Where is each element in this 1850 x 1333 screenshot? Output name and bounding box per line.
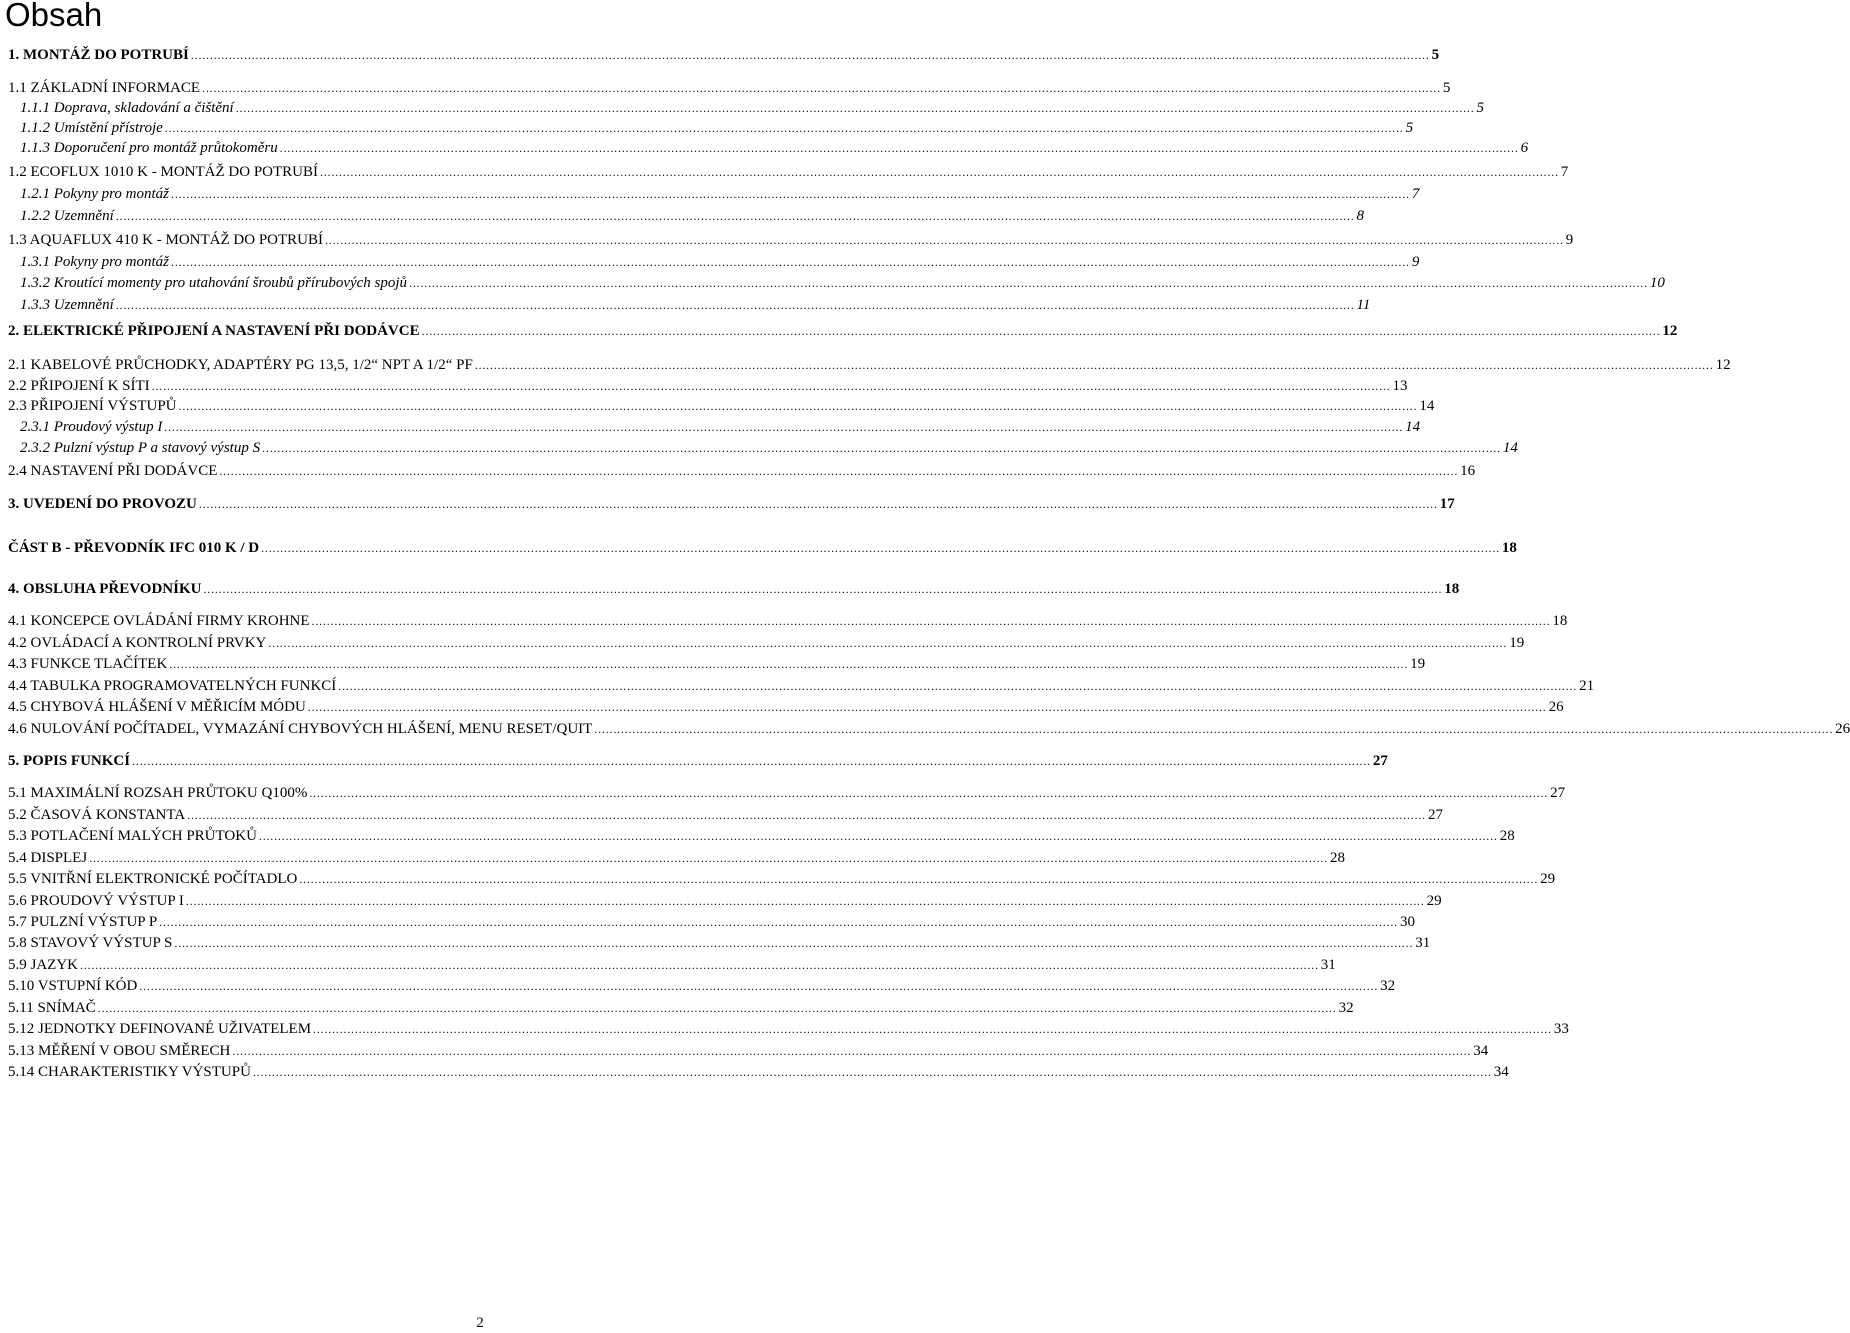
toc-entry-title: 1.2.1 Pokyny pro montáž bbox=[20, 186, 170, 202]
toc-entry-title: 5.12 JEDNOTKY DEFINOVANÉ UŽIVATELEM bbox=[8, 1021, 312, 1037]
toc-entry[interactable] bbox=[20, 98, 1485, 118]
toc-dot-leader bbox=[232, 1041, 1471, 1061]
toc-dot-leader bbox=[169, 654, 1408, 674]
toc-entry-title: 5.9 JAZYK bbox=[8, 957, 78, 973]
toc-dot-leader bbox=[313, 1019, 1552, 1039]
toc-dot-leader bbox=[262, 438, 1501, 458]
toc-entry-page: 14 bbox=[1419, 398, 1435, 414]
toc-dot-leader bbox=[475, 355, 1714, 375]
toc-entry-title: 4.5 CHYBOVÁ HLÁŠENÍ V MĚŘICÍM MÓDU bbox=[8, 699, 306, 715]
toc-entry-title: 1.2.2 Uzemnění bbox=[20, 208, 114, 224]
toc-entry-page: 14 bbox=[1502, 440, 1518, 456]
toc-entry[interactable] bbox=[8, 826, 1515, 846]
toc-entry[interactable] bbox=[8, 891, 1442, 911]
toc-entry-page: 8 bbox=[1356, 208, 1365, 224]
toc-entry-title: 4.4 TABULKA PROGRAMOVATELNÝCH FUNKCÍ bbox=[8, 678, 337, 694]
toc-entry-title: 2.1 KABELOVÉ PRŮCHODKY, ADAPTÉRY PG 13,5, 1/2“ NPT A 1/2“ PF bbox=[8, 357, 473, 373]
toc-entry-title: 2. ELEKTRICKÉ PŘIPOJENÍ A NASTAVENÍ PŘI DODÁVCE bbox=[8, 323, 420, 339]
toc-entry-page: 34 bbox=[1493, 1064, 1509, 1080]
toc-entry-page: 32 bbox=[1380, 978, 1396, 994]
toc-dot-leader bbox=[191, 45, 1430, 65]
toc-dot-leader bbox=[203, 579, 1442, 599]
toc-entry-page: 12 bbox=[1662, 323, 1678, 339]
toc-entry-title: 1.3.3 Uzemnění bbox=[20, 297, 114, 313]
toc-entry-title: 4.3 FUNKCE TLAČÍTEK bbox=[8, 656, 168, 672]
toc-entry-page: 21 bbox=[1579, 678, 1595, 694]
toc-dot-leader bbox=[325, 230, 1564, 250]
toc-dot-leader bbox=[299, 869, 1538, 889]
toc-entry-title: 1.3.1 Pokyny pro montáž bbox=[20, 254, 170, 270]
toc-entry-title: 2.3.1 Proudový výstup I bbox=[20, 419, 163, 435]
toc-entry-page: 26 bbox=[1835, 721, 1850, 737]
toc-entry-title: 4.6 NULOVÁNÍ POČÍTADEL, VYMAZÁNÍ CHYBOVÝCH HLÁŠENÍ, MENU RESET/QUIT bbox=[8, 721, 593, 737]
toc-entry-page: 12 bbox=[1715, 357, 1731, 373]
toc-entry-page: 18 bbox=[1501, 540, 1517, 556]
toc-entry[interactable] bbox=[8, 376, 1408, 396]
toc-dot-leader bbox=[312, 611, 1551, 631]
toc-entry-title: 5.7 PULZNÍ VÝSTUP P bbox=[8, 914, 158, 930]
toc-entry[interactable] bbox=[20, 252, 1420, 272]
toc-entry-title: 5.10 VSTUPNÍ KÓD bbox=[8, 978, 138, 994]
toc-entry-page: 11 bbox=[1356, 297, 1371, 313]
toc-entry[interactable] bbox=[8, 998, 1354, 1018]
toc-entry[interactable] bbox=[8, 676, 1595, 696]
toc-dot-leader bbox=[594, 719, 1833, 739]
toc-entry[interactable] bbox=[20, 295, 1371, 315]
toc-dot-leader bbox=[171, 184, 1410, 204]
toc-dot-leader bbox=[116, 295, 1355, 315]
toc-entry-page: 7 bbox=[1411, 186, 1420, 202]
toc-entry-page: 31 bbox=[1320, 957, 1336, 973]
toc-dot-leader bbox=[338, 676, 1577, 696]
toc-entry-page: 28 bbox=[1499, 828, 1515, 844]
toc-dot-leader bbox=[261, 538, 1500, 558]
toc-dot-leader bbox=[116, 206, 1355, 226]
toc-entry-title: 1.1.1 Doprava, skladování a čištění bbox=[20, 100, 234, 116]
toc-dot-leader bbox=[199, 494, 1438, 514]
toc-dot-leader bbox=[152, 376, 1391, 396]
toc-entry[interactable] bbox=[8, 494, 1455, 514]
toc-entry-title: 4.1 KONCEPCE OVLÁDÁNÍ FIRMY KROHNE bbox=[8, 613, 310, 629]
toc-entry-page: 31 bbox=[1415, 935, 1431, 951]
toc-dot-leader bbox=[165, 118, 1404, 138]
toc-entry-page: 26 bbox=[1548, 699, 1564, 715]
toc-entry[interactable] bbox=[8, 611, 1568, 631]
toc-entry-title: 2.2 PŘIPOJENÍ K SÍTI bbox=[8, 378, 150, 394]
toc-entry-title: 2.4 NASTAVENÍ PŘI DODÁVCE bbox=[8, 463, 218, 479]
toc-dot-leader bbox=[187, 805, 1426, 825]
toc-entry-page: 14 bbox=[1405, 419, 1421, 435]
toc-entry-page: 27 bbox=[1372, 753, 1388, 769]
toc-entry-title: 5. POPIS FUNKCÍ bbox=[8, 753, 131, 769]
toc-dot-leader bbox=[219, 461, 1458, 481]
toc-entry[interactable] bbox=[8, 396, 1435, 416]
toc-dot-leader bbox=[186, 891, 1425, 911]
toc-dot-leader bbox=[268, 633, 1507, 653]
toc-entry[interactable] bbox=[8, 461, 1476, 481]
toc-entry[interactable] bbox=[8, 579, 1460, 599]
toc-dot-leader bbox=[409, 273, 1648, 293]
toc-entry-title: ČÁST B - PŘEVODNÍK IFC 010 K / D bbox=[8, 540, 260, 556]
toc-entry-title: 1.1 ZÁKLADNÍ INFORMACE bbox=[8, 80, 201, 96]
toc-entry-title: 5.3 POTLAČENÍ MALÝCH PRŮTOKŮ bbox=[8, 828, 257, 844]
toc-dot-leader bbox=[280, 138, 1519, 158]
toc-entry-page: 29 bbox=[1540, 871, 1556, 887]
toc-entry-title: 1.1.2 Umístění přístroje bbox=[20, 120, 163, 136]
toc-entry-title: 5.8 STAVOVÝ VÝSTUP S bbox=[8, 935, 173, 951]
toc-entry-title: 1.2 ECOFLUX 1010 K - MONTÁŽ DO POTRUBÍ bbox=[8, 164, 318, 180]
toc-entry-title: 5.13 MĚŘENÍ V OBOU SMĚRECH bbox=[8, 1043, 231, 1059]
toc-entry[interactable] bbox=[8, 633, 1525, 653]
page-number: 2 bbox=[476, 1315, 484, 1331]
toc-dot-leader bbox=[253, 1062, 1492, 1082]
toc-dot-leader bbox=[80, 955, 1319, 975]
toc-dot-leader bbox=[174, 933, 1413, 953]
toc-entry-page: 32 bbox=[1338, 1000, 1354, 1016]
toc-dot-leader bbox=[259, 826, 1498, 846]
toc-dot-leader bbox=[320, 162, 1559, 182]
toc-entry-title: 3. UVEDENÍ DO PROVOZU bbox=[8, 496, 197, 512]
toc-entry[interactable] bbox=[20, 438, 1518, 458]
toc-dot-leader bbox=[139, 976, 1378, 996]
toc-entry-page: 10 bbox=[1649, 275, 1665, 291]
toc-entry-title: 1.3 AQUAFLUX 410 K - MONTÁŽ DO POTRUBÍ bbox=[8, 232, 323, 248]
toc-dot-leader bbox=[164, 417, 1403, 437]
toc-dot-leader bbox=[202, 78, 1441, 98]
toc-entry[interactable] bbox=[20, 417, 1421, 437]
toc-entry-title: 5.4 DISPLEJ bbox=[8, 850, 88, 866]
toc-entry-page: 6 bbox=[1520, 140, 1529, 156]
toc-entry[interactable] bbox=[20, 118, 1414, 138]
toc-entry-page: 33 bbox=[1553, 1021, 1569, 1037]
toc-entry-page: 29 bbox=[1426, 893, 1442, 909]
toc-entry-title: 5.1 MAXIMÁLNÍ ROZSAH PRŮTOKU Q100% bbox=[8, 785, 308, 801]
toc-entry[interactable] bbox=[8, 355, 1731, 375]
toc-entry[interactable] bbox=[8, 538, 1517, 558]
toc-dot-leader bbox=[309, 783, 1548, 803]
toc-entry-page: 18 bbox=[1552, 613, 1568, 629]
toc-entry[interactable] bbox=[8, 933, 1431, 953]
toc-entry[interactable] bbox=[20, 273, 1665, 293]
toc-entry-page: 13 bbox=[1392, 378, 1408, 394]
toc-entry-page: 5 bbox=[1431, 47, 1440, 63]
toc-entry-title: 1. MONTÁŽ DO POTRUBÍ bbox=[8, 47, 189, 63]
toc-entry[interactable] bbox=[20, 184, 1420, 204]
toc-dot-leader bbox=[98, 998, 1337, 1018]
toc-entry-title: 2.3 PŘIPOJENÍ VÝSTUPŮ bbox=[8, 398, 177, 414]
toc-entry-page: 7 bbox=[1560, 164, 1569, 180]
toc-entry[interactable] bbox=[8, 1062, 1509, 1082]
toc-entry-page: 5 bbox=[1405, 120, 1414, 136]
toc-entry-page: 28 bbox=[1329, 850, 1345, 866]
toc-entry[interactable] bbox=[8, 1019, 1569, 1039]
toc-entry[interactable] bbox=[8, 848, 1345, 868]
toc-entry-title: 1.1.3 Doporučení pro montáž průtokoměru bbox=[20, 140, 278, 156]
toc-entry-page: 9 bbox=[1411, 254, 1420, 270]
toc-entry-title: 5.6 PROUDOVÝ VÝSTUP I bbox=[8, 893, 184, 909]
toc-entry-page: 5 bbox=[1476, 100, 1485, 116]
toc-entry[interactable] bbox=[8, 912, 1415, 932]
toc-entry[interactable] bbox=[8, 697, 1564, 717]
toc-entry-page: 30 bbox=[1399, 914, 1415, 930]
toc-entry[interactable] bbox=[8, 45, 1440, 65]
toc-entry-page: 16 bbox=[1460, 463, 1476, 479]
toc-entry-page: 18 bbox=[1444, 581, 1460, 597]
toc-entry[interactable] bbox=[20, 206, 1365, 226]
toc-entry[interactable] bbox=[8, 321, 1678, 341]
toc-entry-page: 9 bbox=[1565, 232, 1574, 248]
page-title: Obsah bbox=[5, 0, 103, 33]
toc-entry-page: 27 bbox=[1550, 785, 1566, 801]
toc-dot-leader bbox=[89, 848, 1328, 868]
toc-entry-page: 5 bbox=[1442, 80, 1451, 96]
toc-entry[interactable] bbox=[8, 719, 1850, 739]
toc-dot-leader bbox=[159, 912, 1398, 932]
toc-entry[interactable] bbox=[8, 783, 1566, 803]
toc-dot-leader bbox=[132, 751, 1371, 771]
toc-dot-leader bbox=[422, 321, 1661, 341]
toc-entry-title: 4.2 OVLÁDACÍ A KONTROLNÍ PRVKY bbox=[8, 635, 267, 651]
toc-entry-title: 5.14 CHARAKTERISTIKY VÝSTUPŮ bbox=[8, 1064, 251, 1080]
toc-entry[interactable] bbox=[8, 805, 1443, 825]
toc-entry-page: 17 bbox=[1439, 496, 1455, 512]
toc-entry-title: 5.11 SNÍMAČ bbox=[8, 1000, 96, 1016]
toc-entry-page: 34 bbox=[1473, 1043, 1489, 1059]
toc-entry-title: 5.5 VNITŘNÍ ELEKTRONICKÉ POČÍTADLO bbox=[8, 871, 298, 887]
toc-entry[interactable] bbox=[8, 869, 1556, 889]
toc-entry[interactable] bbox=[8, 230, 1574, 250]
toc-entry-page: 19 bbox=[1509, 635, 1525, 651]
toc-dot-leader bbox=[236, 98, 1475, 118]
toc-entry-page: 19 bbox=[1410, 656, 1426, 672]
toc-entry-title: 5.2 ČASOVÁ KONSTANTA bbox=[8, 807, 186, 823]
toc-entry-title: 4. OBSLUHA PŘEVODNÍKU bbox=[8, 581, 202, 597]
toc-entry[interactable] bbox=[20, 138, 1529, 158]
toc-entry[interactable] bbox=[8, 162, 1569, 182]
toc-entry-title: 2.3.2 Pulzní výstup P a stavový výstup S bbox=[20, 440, 261, 456]
toc-entry[interactable] bbox=[8, 976, 1396, 996]
toc-dot-leader bbox=[308, 697, 1547, 717]
toc-dot-leader bbox=[179, 396, 1418, 416]
toc-entry[interactable] bbox=[8, 751, 1388, 771]
toc-entry[interactable] bbox=[8, 1041, 1489, 1061]
toc-dot-leader bbox=[171, 252, 1410, 272]
toc-entry[interactable] bbox=[8, 654, 1426, 674]
toc-entry[interactable] bbox=[8, 78, 1451, 98]
toc-entry-page: 27 bbox=[1427, 807, 1443, 823]
toc-entry-title: 1.3.2 Kroutící momenty pro utahování šroubů přírubových spojů bbox=[20, 275, 408, 291]
toc-entry[interactable] bbox=[8, 955, 1336, 975]
